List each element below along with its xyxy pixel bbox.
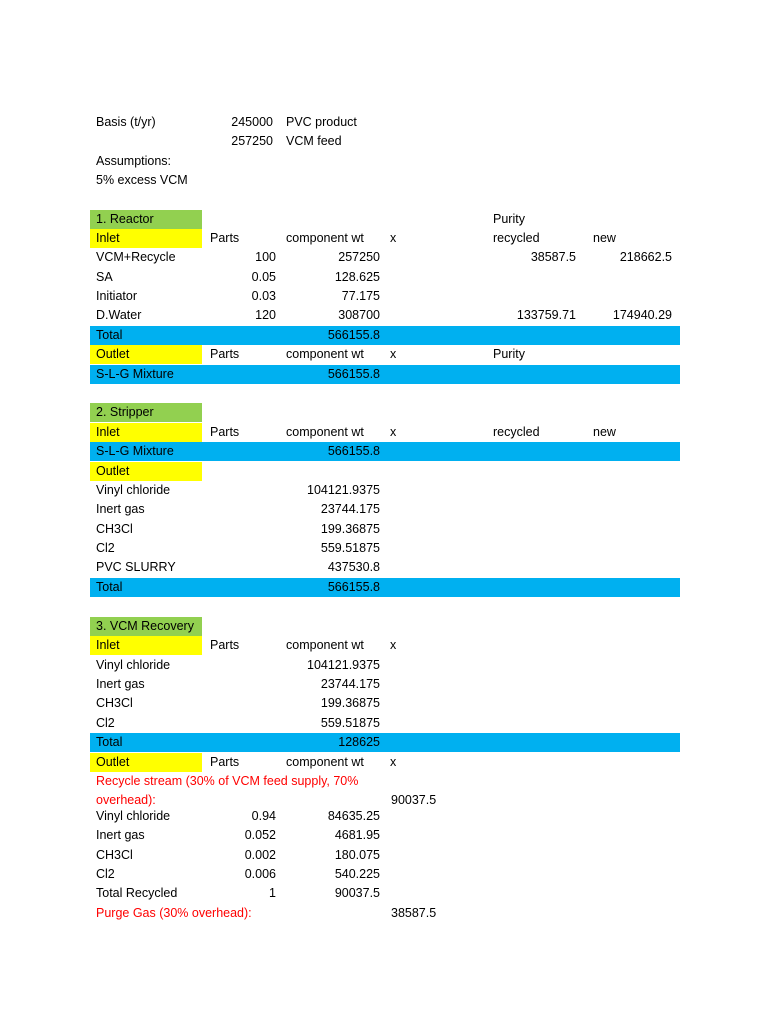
recycle-stream-row-1 xyxy=(90,772,680,791)
table-row xyxy=(90,656,680,675)
row-wt: 104121.9375 xyxy=(307,483,380,497)
reactor-outlet-x-header: x xyxy=(390,347,397,361)
recovery-outlet-wt-header: component wt xyxy=(286,755,364,769)
table-row xyxy=(90,826,680,845)
row-parts: 0.052 xyxy=(244,828,276,842)
row-wt: 77.175 xyxy=(341,289,380,303)
recovery-title-row xyxy=(90,617,680,636)
stripper-component-wt-header: component wt xyxy=(286,425,364,439)
recovery-outlet-parts-header: Parts xyxy=(210,755,240,769)
reactor-inlet-label: Inlet xyxy=(96,231,120,245)
row-wt: 4681.95 xyxy=(334,828,380,842)
stripper-total-row xyxy=(90,578,680,597)
stripper-x-header: x xyxy=(390,425,397,439)
table-row xyxy=(90,500,680,519)
total-value: 566155.8 xyxy=(327,580,380,594)
table-row xyxy=(90,675,680,694)
row-name: CH3Cl xyxy=(96,848,133,862)
basis-row xyxy=(90,113,680,132)
table-row xyxy=(90,807,680,826)
row-wt: 128.625 xyxy=(334,270,380,284)
row-name: Inert gas xyxy=(96,677,145,691)
total-label: Total xyxy=(96,328,123,342)
row-parts: 0.05 xyxy=(251,270,276,284)
assumption-text: 5% excess VCM xyxy=(96,173,188,187)
stripper-parts-header: Parts xyxy=(210,425,240,439)
row-name: Vinyl chloride xyxy=(96,809,171,823)
recovery-x-header: x xyxy=(390,638,397,652)
basis-label: Basis (t/yr) xyxy=(96,115,156,129)
vcm-feed-value: 257250 xyxy=(231,134,273,148)
mixture-value: 566155.8 xyxy=(327,444,380,458)
row-wt: 559.51875 xyxy=(320,716,380,730)
stripper-outlet-row xyxy=(90,462,680,481)
row-name: CH3Cl xyxy=(96,696,133,710)
recovery-component-wt-header: component wt xyxy=(286,638,364,652)
row-name: Initiator xyxy=(96,289,137,303)
row-name: Inert gas xyxy=(96,502,145,516)
reactor-outlet-label: Outlet xyxy=(96,347,130,361)
table-row xyxy=(90,268,680,287)
row-wt: 437530.8 xyxy=(327,560,380,574)
recycle-stream-label-line1: Recycle stream (30% of VCM feed supply, 70% xyxy=(96,774,359,788)
mixture-label: S-L-G Mixture xyxy=(96,444,174,458)
reactor-outlet-wt-header: component wt xyxy=(286,347,364,361)
recovery-parts-header: Parts xyxy=(210,638,240,652)
stripper-inlet-header-row xyxy=(90,423,680,442)
purge-gas-value: 38587.5 xyxy=(391,906,437,920)
row-parts: 0.006 xyxy=(244,867,276,881)
recovery-inlet-header-row xyxy=(90,636,680,655)
row-wt: 180.075 xyxy=(334,848,380,862)
row-name: Total Recycled xyxy=(96,886,178,900)
stripper-mixture-row xyxy=(90,442,680,461)
stripper-outlet-label: Outlet xyxy=(96,464,130,478)
purge-gas-label: Purge Gas (30% overhead): xyxy=(96,906,252,920)
stripper-new-header: new xyxy=(593,425,616,439)
table-row xyxy=(90,694,680,713)
row-wt: 23744.175 xyxy=(320,677,380,691)
row-recycled: 38587.5 xyxy=(530,250,576,264)
row-wt: 308700 xyxy=(338,308,380,322)
row-wt: 257250 xyxy=(338,250,380,264)
row-name: Cl2 xyxy=(96,541,115,555)
recovery-outlet-header-row xyxy=(90,753,680,772)
row-new: 174940.29 xyxy=(612,308,672,322)
reactor-outlet-parts-header: Parts xyxy=(210,347,240,361)
row-recycled: 133759.71 xyxy=(516,308,576,322)
stripper-recycled-header: recycled xyxy=(493,425,540,439)
reactor-inlet-header-row xyxy=(90,229,680,248)
reactor-outlet-header-row xyxy=(90,345,680,364)
stripper-title: 2. Stripper xyxy=(96,405,154,419)
row-parts: 1 xyxy=(269,886,276,900)
table-row xyxy=(90,865,680,884)
row-parts: 0.94 xyxy=(251,809,276,823)
row-wt: 90037.5 xyxy=(334,886,380,900)
reactor-x-header: x xyxy=(390,231,397,245)
table-row xyxy=(90,539,680,558)
recovery-outlet-x-header: x xyxy=(390,755,397,769)
table-row xyxy=(90,846,680,865)
row-wt: 199.36875 xyxy=(320,522,380,536)
vcm-feed-row xyxy=(90,132,680,151)
reactor-parts-header: Parts xyxy=(210,231,240,245)
table-row xyxy=(90,558,680,577)
row-name: PVC SLURRY xyxy=(96,560,176,574)
basis-note: PVC product xyxy=(286,115,357,129)
row-name: Cl2 xyxy=(96,716,115,730)
reactor-purity-header: Purity xyxy=(493,212,525,226)
table-row xyxy=(90,248,680,267)
total-value: 566155.8 xyxy=(327,328,380,342)
row-parts: 0.002 xyxy=(244,848,276,862)
vcm-feed-note: VCM feed xyxy=(286,134,342,148)
row-name: Cl2 xyxy=(96,867,115,881)
row-name: Vinyl chloride xyxy=(96,658,171,672)
reactor-title-row xyxy=(90,210,680,229)
assumption-row xyxy=(90,171,680,190)
row-wt: 540.225 xyxy=(334,867,380,881)
recovery-inlet-label: Inlet xyxy=(96,638,120,652)
recycle-stream-value: 90037.5 xyxy=(391,793,437,807)
recycle-stream-label-line2: overhead): xyxy=(96,793,156,807)
mixture-label: S-L-G Mixture xyxy=(96,367,174,381)
row-name: CH3Cl xyxy=(96,522,133,536)
recovery-total-row xyxy=(90,733,680,752)
recovery-title: 3. VCM Recovery xyxy=(96,619,194,633)
table-row xyxy=(90,520,680,539)
stripper-title-row xyxy=(90,403,680,422)
assumptions-row xyxy=(90,152,680,171)
row-name: SA xyxy=(96,270,113,284)
reactor-recycled-header: recycled xyxy=(493,231,540,245)
table-row xyxy=(90,306,680,325)
row-wt: 559.51875 xyxy=(320,541,380,555)
row-wt: 84635.25 xyxy=(327,809,380,823)
row-name: D.Water xyxy=(96,308,142,322)
total-label: Total xyxy=(96,735,123,749)
basis-value: 245000 xyxy=(231,115,273,129)
row-wt: 104121.9375 xyxy=(307,658,380,672)
table-row xyxy=(90,884,680,903)
purge-gas-row xyxy=(90,904,680,923)
row-wt: 199.36875 xyxy=(320,696,380,710)
row-parts: 100 xyxy=(255,250,276,264)
table-row xyxy=(90,287,680,306)
row-name: Vinyl chloride xyxy=(96,483,171,497)
reactor-total-row xyxy=(90,326,680,345)
stripper-inlet-label: Inlet xyxy=(96,425,120,439)
mixture-value: 566155.8 xyxy=(327,367,380,381)
reactor-title: 1. Reactor xyxy=(96,212,154,226)
row-parts: 120 xyxy=(255,308,276,322)
reactor-mixture-row xyxy=(90,365,680,384)
assumptions-label: Assumptions: xyxy=(96,154,172,168)
total-value: 128625 xyxy=(338,735,380,749)
table-row xyxy=(90,714,680,733)
table-row xyxy=(90,481,680,500)
recovery-outlet-label: Outlet xyxy=(96,755,130,769)
total-label: Total xyxy=(96,580,123,594)
row-new: 218662.5 xyxy=(619,250,672,264)
row-name: Inert gas xyxy=(96,828,145,842)
reactor-component-wt-header: component wt xyxy=(286,231,364,245)
reactor-new-header: new xyxy=(593,231,616,245)
row-wt: 23744.175 xyxy=(320,502,380,516)
row-parts: 0.03 xyxy=(251,289,276,303)
reactor-outlet-purity-header: Purity xyxy=(493,347,525,361)
row-name: VCM+Recycle xyxy=(96,250,176,264)
